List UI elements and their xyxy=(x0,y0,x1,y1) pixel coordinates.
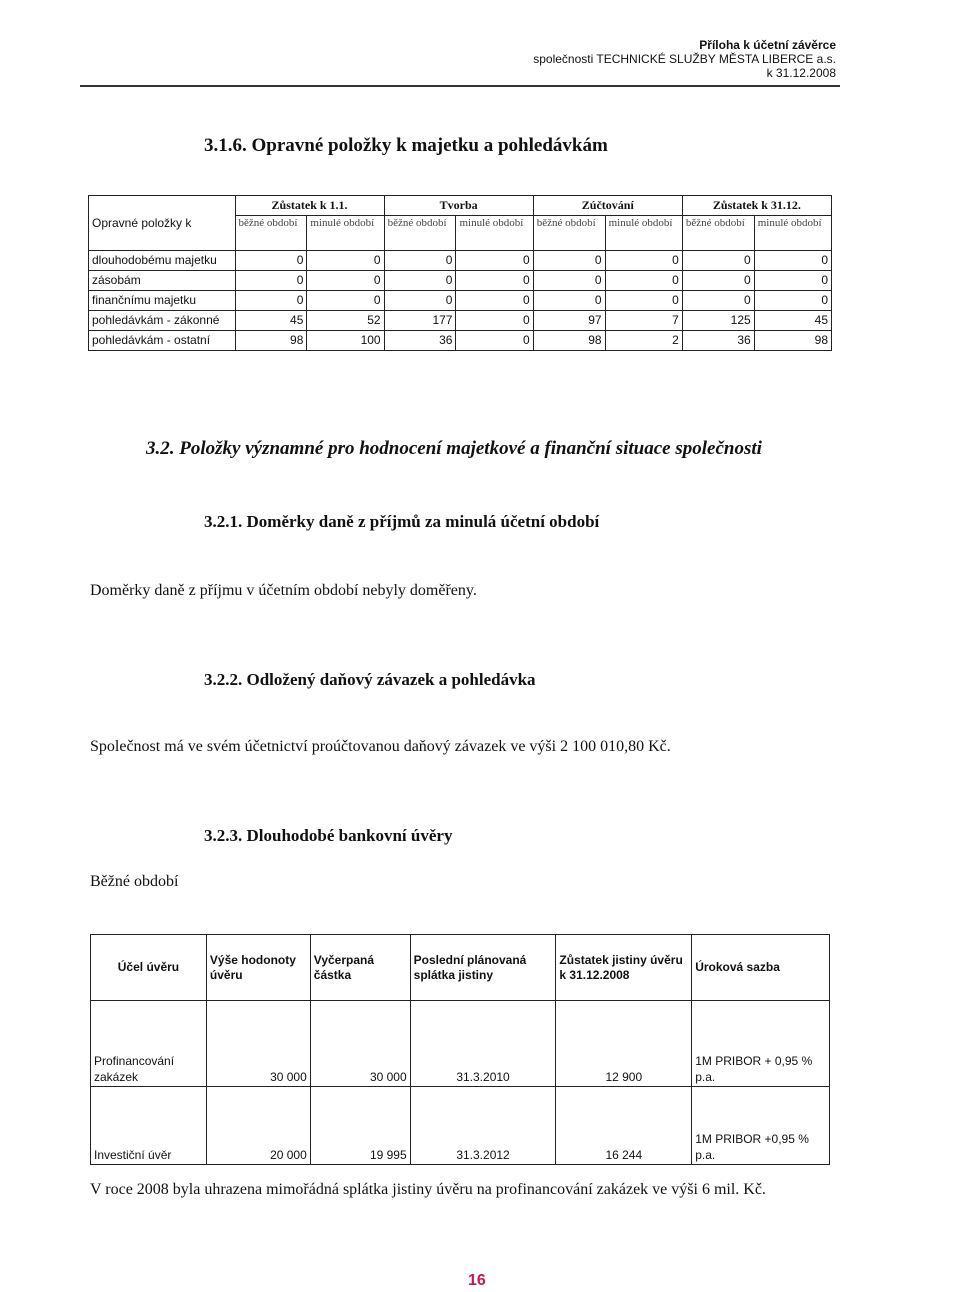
header-cell: Poslední plánovaná splátka jistiny xyxy=(410,935,556,1001)
section-3-2-2-text: Společnost má ve svém účetnictví proúčtovanou daňový závazek ve výši 2 100 010,80 Kč. xyxy=(90,738,671,755)
subheader-previous: minulé období xyxy=(307,216,384,251)
subheader-current: běžné období xyxy=(235,216,307,251)
cell-value: 177 xyxy=(384,311,456,331)
loan-amount: 30 000 xyxy=(206,1001,310,1087)
subheader-previous: minulé období xyxy=(605,216,682,251)
header-cell: Účel úvěru xyxy=(91,935,207,1001)
loan-drawn: 30 000 xyxy=(310,1001,410,1087)
cell-value: 0 xyxy=(533,291,605,311)
row-label-header: Opravné položky k xyxy=(89,196,236,251)
table-row xyxy=(89,251,832,271)
cell-value: 0 xyxy=(456,251,533,271)
subheader-current: běžné období xyxy=(384,216,456,251)
cell-value: 98 xyxy=(235,331,307,351)
cell-value: 0 xyxy=(456,331,533,351)
subheader-previous: minulé období xyxy=(456,216,533,251)
header-cell: Úroková sazba xyxy=(692,935,830,1001)
loan-last-payment: 31.3.2010 xyxy=(410,1001,556,1087)
cell-value: 36 xyxy=(384,331,456,351)
header-date: k 31.12.2008 xyxy=(766,66,836,80)
cell-value: 0 xyxy=(533,271,605,291)
loan-drawn: 19 995 xyxy=(310,1087,410,1165)
cell-value: 98 xyxy=(754,331,831,351)
period-label: Běžné období xyxy=(90,873,179,890)
cell-value: 0 xyxy=(307,291,384,311)
row-label: pohledávkám - zákonné xyxy=(89,311,236,331)
header-cell: Vyčerpaná částka xyxy=(310,935,410,1001)
section-3-2-1-text: Doměrky daně z příjmu v účetním období nebyly doměřeny. xyxy=(90,582,477,599)
section-3-2-1-title: 3.2.1. Doměrky daně z příjmů za minulá účetní období xyxy=(204,512,600,531)
document-header xyxy=(533,38,836,80)
table-row xyxy=(91,1087,830,1165)
cell-value: 0 xyxy=(456,271,533,291)
header-cell: Zůstatek jistiny úvěru k 31.12.2008 xyxy=(556,935,692,1001)
cell-value: 0 xyxy=(384,271,456,291)
cell-value: 97 xyxy=(533,311,605,331)
subheader-current: běžné období xyxy=(533,216,605,251)
cell-value: 0 xyxy=(533,251,605,271)
row-label: dlouhodobému majetku xyxy=(89,251,236,271)
cell-value: 52 xyxy=(307,311,384,331)
cell-value: 0 xyxy=(605,271,682,291)
loan-purpose: Investiční úvěr xyxy=(91,1087,207,1165)
subheader-previous: minulé období xyxy=(754,216,831,251)
cell-value: 125 xyxy=(682,311,754,331)
page-number: 16 xyxy=(468,1272,486,1289)
cell-value: 36 xyxy=(682,331,754,351)
table-row xyxy=(89,311,832,331)
section-3-2-3-title: 3.2.3. Dlouhodobé bankovní úvěry xyxy=(204,826,453,845)
cell-value: 0 xyxy=(235,291,307,311)
allowances-table xyxy=(88,195,832,351)
cell-value: 0 xyxy=(456,311,533,331)
loan-last-payment: 31.3.2012 xyxy=(410,1087,556,1165)
section-3-2-title: 3.2. Položky významné pro hodnocení majetkové a finanční situace společnosti xyxy=(146,438,762,459)
cell-value: 45 xyxy=(235,311,307,331)
footer-note: V roce 2008 byla uhrazena mimořádná splátka jistiny úvěru na profinancování zakázek ve výši 6 mil. Kč. xyxy=(90,1181,766,1198)
loan-amount: 20 000 xyxy=(206,1087,310,1165)
table-row xyxy=(89,271,832,291)
subheader-current: běžné období xyxy=(682,216,754,251)
header-company: společnosti TECHNICKÉ SLUŽBY MĚSTA LIBERCE a.s. xyxy=(533,52,836,66)
table-header-row xyxy=(89,196,832,216)
loan-balance: 16 244 xyxy=(556,1087,692,1165)
cell-value: 0 xyxy=(682,271,754,291)
cell-value: 0 xyxy=(754,271,831,291)
cell-value: 0 xyxy=(307,271,384,291)
header-cell: Výše hodonoty úvěru xyxy=(206,935,310,1001)
table-row xyxy=(89,331,832,351)
cell-value: 0 xyxy=(384,291,456,311)
cell-value: 0 xyxy=(456,291,533,311)
section-3-2-2-title: 3.2.2. Odložený daňový závazek a pohledávka xyxy=(204,670,536,689)
loan-rate: 1M PRIBOR +0,95 % p.a. xyxy=(692,1087,830,1165)
cell-value: 0 xyxy=(235,251,307,271)
cell-value: 100 xyxy=(307,331,384,351)
cell-value: 2 xyxy=(605,331,682,351)
table-header-row xyxy=(91,935,830,1001)
group-header-creation: Tvorba xyxy=(384,196,533,216)
table-row xyxy=(89,291,832,311)
header-divider xyxy=(80,85,840,87)
cell-value: 0 xyxy=(682,291,754,311)
row-label: pohledávkám - ostatní xyxy=(89,331,236,351)
cell-value: 0 xyxy=(384,251,456,271)
bank-loans-table xyxy=(90,934,830,1165)
loan-purpose: Profinancování zakázek xyxy=(91,1001,207,1087)
group-header-settlement: Zúčtování xyxy=(533,196,682,216)
group-header-opening: Zůstatek k 1.1. xyxy=(235,196,384,216)
header-title: Příloha k účetní závěrce xyxy=(699,38,836,52)
allowances-table-body xyxy=(89,251,832,351)
cell-value: 0 xyxy=(235,271,307,291)
cell-value: 0 xyxy=(605,291,682,311)
cell-value: 98 xyxy=(533,331,605,351)
group-header-closing: Zůstatek k 31.12. xyxy=(682,196,831,216)
cell-value: 0 xyxy=(754,291,831,311)
loan-rate: 1M PRIBOR + 0,95 % p.a. xyxy=(692,1001,830,1087)
section-3-1-6-title: 3.1.6. Opravné položky k majetku a pohledávkám xyxy=(204,135,608,156)
cell-value: 0 xyxy=(754,251,831,271)
cell-value: 0 xyxy=(682,251,754,271)
cell-value: 45 xyxy=(754,311,831,331)
row-label: finančnímu majetku xyxy=(89,291,236,311)
table-row xyxy=(91,1001,830,1087)
loan-balance: 12 900 xyxy=(556,1001,692,1087)
cell-value: 7 xyxy=(605,311,682,331)
row-label: zásobám xyxy=(89,271,236,291)
cell-value: 0 xyxy=(307,251,384,271)
cell-value: 0 xyxy=(605,251,682,271)
